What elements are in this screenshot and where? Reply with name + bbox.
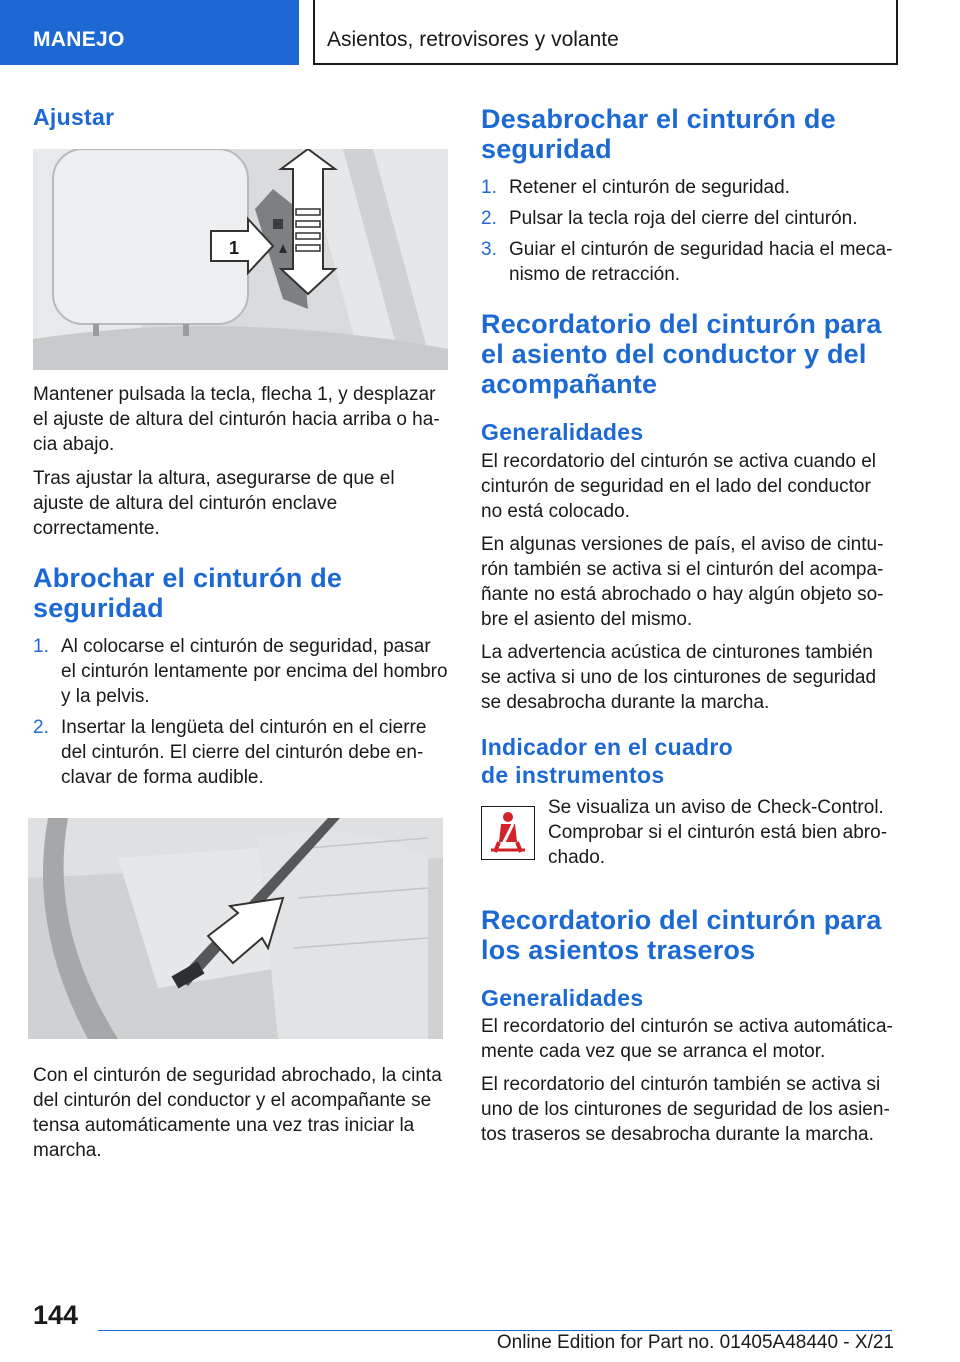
list-item bbox=[33, 715, 448, 790]
step-number: 2. bbox=[33, 716, 49, 738]
generalidades-1-paragraph-2: En algunas versiones de país, el aviso de cinturón también se activa si el cinturón del acompañante no está abrochado o hay algún objeto sobre el asiento del mismo. bbox=[481, 533, 884, 630]
indicador-block bbox=[481, 796, 896, 879]
heading-generalidades-2: Generalidades bbox=[481, 984, 644, 1011]
heading-generalidades-1: Generalidades bbox=[481, 419, 644, 445]
heading-recordatorio-traseros: Recordatorio del cinturón para los asientos traseros bbox=[481, 904, 882, 965]
footer-divider bbox=[98, 1330, 892, 1331]
step-text: Al colocarse el cinturón de seguridad, pasar el cinturón lentamente por encima del hombro y la pelvis. bbox=[61, 635, 448, 707]
step-number: 1. bbox=[481, 177, 497, 198]
generalidades-1-paragraph-1: El recordatorio del cinturón se activa cuando el cinturón de seguridad en el lado del conductor no está colocado. bbox=[481, 450, 877, 522]
heading-indicador bbox=[481, 733, 896, 789]
list-item bbox=[33, 634, 448, 709]
heading-abrochar: Abrochar el cinturón de seguridad bbox=[33, 562, 343, 623]
section-header bbox=[313, 0, 898, 65]
list-item bbox=[481, 175, 896, 200]
left-column bbox=[33, 100, 448, 1163]
generalidades-1-paragraph-3: La advertencia acústica de cinturones también se activa si uno de los cinturones de seguridad se desabrocha durante la marcha. bbox=[481, 641, 877, 713]
ajustar-paragraph-2: Tras ajustar la altura, asegurarse de que el ajuste de altura del cinturón enclave correctamente. bbox=[33, 467, 395, 539]
heading-desabrochar: Desabrochar el cinturón de seguridad bbox=[481, 104, 836, 164]
section-title: Asientos, retrovisores y volante bbox=[327, 28, 619, 51]
ajustar-paragraph-1: Mantener pulsada la tecla, flecha 1, y desplazar el ajuste de altura del cinturón hacia arriba o hacia abajo. bbox=[33, 383, 440, 455]
generalidades-2-paragraph-2: El recordatorio del cinturón también se activa si uno de los cinturones de seguridad de los asientos traseros se desabrocha durante la marcha. bbox=[481, 1074, 890, 1146]
heading-indicador-line-1: Indicador en el cuadro bbox=[481, 733, 733, 760]
step-number: 2. bbox=[481, 208, 497, 229]
belt-height-adjust-illustration bbox=[33, 149, 448, 370]
callout-1: 1 bbox=[229, 237, 240, 258]
list-item bbox=[481, 206, 896, 231]
belt-height-adjust-figure bbox=[33, 149, 448, 370]
heading-indicador-line-2: de instrumentos bbox=[481, 761, 665, 788]
abrochar-steps bbox=[33, 634, 448, 790]
abrochar-paragraph: Con el cinturón de seguridad abrochado, la cinta del cinturón del conductor y el acompañante se tensa automáticamente una vez tras iniciar la marcha. bbox=[33, 1064, 442, 1161]
heading-ajustar: Ajustar bbox=[33, 104, 115, 130]
step-text: Pulsar la tecla roja del cierre del cinturón. bbox=[509, 208, 858, 229]
seat-belt-buckle-illustration bbox=[28, 818, 443, 1039]
list-item bbox=[481, 237, 896, 287]
indicador-paragraph: Se visualiza un aviso de Check-Control. Comprobar si el cinturón está bien abrochado. bbox=[548, 796, 888, 868]
step-number: 1. bbox=[33, 635, 49, 657]
step-text: Retener el cinturón de seguridad. bbox=[509, 177, 790, 198]
chapter-title: MANEJO bbox=[33, 28, 125, 51]
step-text: Insertar la lengüeta del cinturón en el cierre del cinturón. El cierre del cinturón debe enclavar de forma audible. bbox=[61, 716, 427, 788]
right-column bbox=[481, 100, 896, 1147]
seat-belt-buckle-figure bbox=[28, 818, 443, 1039]
page-number: 144 bbox=[33, 1300, 79, 1330]
generalidades-2-paragraph-1: El recordatorio del cinturón se activa automáticamente cada vez que se arranca el motor. bbox=[481, 1016, 893, 1063]
step-number: 3. bbox=[481, 239, 497, 260]
heading-recordatorio-conductor: Recordatorio del cinturón para el asiento del conductor y del acompañante bbox=[481, 309, 882, 399]
seatbelt-warning-icon bbox=[481, 806, 535, 860]
desabrochar-steps bbox=[481, 175, 896, 287]
step-text: Guiar el cinturón de seguridad hacia el mecanismo de retracción. bbox=[509, 239, 893, 285]
footer-edition: Online Edition for Part no. 01405A48440 - X/21 bbox=[496, 1332, 894, 1353]
chapter-tab bbox=[0, 0, 299, 65]
